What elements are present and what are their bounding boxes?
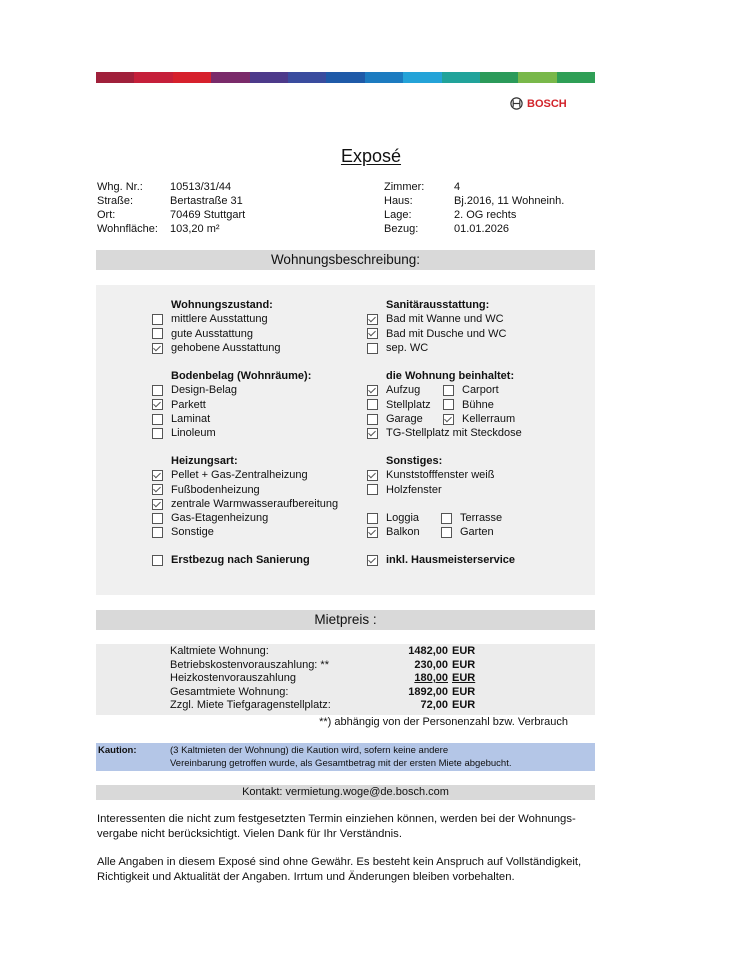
stripe-segment [480,72,518,83]
checkbox[interactable] [367,385,378,396]
stripe-segment [557,72,595,83]
stripe-segment [326,72,364,83]
stripe-segment [211,72,249,83]
checkbox[interactable] [152,414,163,425]
paragraph-interessenten [97,812,597,842]
contact-bar: Kontakt: vermietung.woge@de.bosch.com [96,785,595,800]
bosch-logo [510,97,567,110]
label-strasse: Straße: [97,195,134,207]
value-lage: 2. OG rechts [454,209,517,221]
checkbox-label: Bad mit Wanne und WC [386,313,504,326]
label-bezug: Bezug: [384,223,419,235]
rent-currency: EUR [452,699,476,711]
checkbox-label: Linoleum [171,427,216,440]
rent-row [170,659,500,673]
checkbox[interactable] [367,399,378,410]
group-beinhaltet [367,369,592,440]
checkbox-label: Carport [462,384,499,397]
checkbox[interactable] [367,414,378,425]
rent-label: Betriebskostenvorauszahlung: ** [170,658,329,671]
checkbox-label: Laminat [171,412,211,425]
checkbox[interactable] [152,555,163,566]
checkbox[interactable] [367,470,378,481]
stripe-segment [96,72,134,83]
rent-row [170,645,500,659]
stripe-segment [250,72,288,83]
value-ort: 70469 Stuttgart [170,209,246,221]
checkbox[interactable] [367,484,378,495]
checkbox-label: Kellerraum [462,412,516,425]
stripe-segment [365,72,403,83]
stripe-segment [288,72,326,83]
checkbox-label: Holzfenster [386,483,442,496]
group-hausmeister [367,553,587,567]
rent-label: Gesamtmiete Wohnung: [170,685,289,698]
checkbox-label: gute Ausstattung [171,327,253,340]
checkbox[interactable] [152,343,163,354]
checkbox[interactable] [152,428,163,439]
rent-row [170,686,500,700]
label-zimmer: Zimmer: [384,181,425,193]
group-title: Wohnungszustand: [171,299,273,311]
checkbox-label: TG-Stellplatz mit Steckdose [386,427,522,440]
label-whg-nr: Whg. Nr.: [97,181,143,193]
checkbox-label: gehobene Ausstattung [171,341,281,354]
group-title: Sanitärausstattung: [386,299,490,311]
bosch-armature-icon [510,97,523,110]
rent-row [170,672,500,686]
checkbox-label: Fußbodenheizung [171,483,260,496]
page-title: Exposé [340,146,402,166]
info-left [97,180,357,238]
label-haus: Haus: [384,195,413,207]
info-right [384,180,594,238]
group-sonstiges [367,454,592,540]
checkbox-label: Bühne [462,398,494,411]
checkbox-label: mittlere Ausstattung [171,313,268,326]
rent-label: Kaltmiete Wohnung: [170,645,269,657]
rent-value: 180,00 [414,672,448,684]
checkbox[interactable] [367,527,378,538]
checkbox[interactable] [441,513,452,524]
checkbox-label: Stellplatz [386,398,431,411]
checkbox[interactable] [152,527,163,538]
checkbox[interactable] [443,414,454,425]
checkbox[interactable] [152,314,163,325]
checkbox[interactable] [152,399,163,410]
checkbox-label: Garage [386,412,423,425]
label-wohnflaeche: Wohnfläche: [97,223,158,235]
rent-row [170,699,500,713]
checkbox-label: Gas-Etagenheizung [171,512,269,525]
checkbox-label: Loggia [386,512,420,525]
rent-label: Heizkostenvorauszahlung [170,672,296,684]
group-erstbezug [152,553,362,567]
checkbox[interactable] [152,484,163,495]
checkbox-label: Aufzug [386,384,421,397]
rent-label: Zzgl. Miete Tiefgaragenstellplatz: [170,699,331,711]
checkbox-label: sep. WC [386,341,429,354]
group-wohnungszustand [152,298,362,355]
label-lage: Lage: [384,209,412,221]
group-heizungsart [152,454,367,540]
kaution-label: Kaution: [98,745,137,756]
paragraph-line: vergabe nicht berücksichtigt. Vielen Dank für Ihr Verständnis. [97,828,402,840]
kaution-box [96,743,595,771]
checkbox[interactable] [152,385,163,396]
checkbox-label: Pellet + Gas-Zentralheizung [171,469,308,482]
rent-currency: EUR [452,685,476,698]
kaution-text-line1: (3 Kaltmieten der Wohnung) die Kaution wird, sofern keine andere [170,745,449,756]
group-sanitaer [367,298,587,355]
checkbox[interactable] [367,513,378,524]
checkbox-label: Sonstige [171,526,214,539]
checkbox[interactable] [443,385,454,396]
paragraph-line: Alle Angaben in diesem Exposé sind ohne Gewähr. Es besteht kein Anspruch auf Vollständigkeit, [97,856,582,868]
paragraph-line: Richtigkeit und Aktualität der Angaben. Irrtum und Änderungen bleiben vorbehalten. [97,871,515,883]
checkbox[interactable] [152,513,163,524]
checkbox-label: Balkon [386,526,420,539]
rent-value: 1892,00 [408,685,448,698]
group-bodenbelag [152,369,362,440]
section-description-header: Wohnungsbeschreibung: [96,250,595,270]
rent-footnote: **) abhängig von der Personenzahl bzw. Verbrauch [319,716,568,728]
checkbox-label: Parkett [171,398,206,411]
rent-currency: EUR [452,645,476,657]
group-title: Heizungsart: [171,455,238,467]
stripe-segment [134,72,172,83]
checkbox[interactable] [443,399,454,410]
checkbox[interactable] [367,314,378,325]
group-title: die Wohnung beinhaltet: [386,370,515,382]
checkbox-label: Erstbezug nach Sanierung [171,554,310,566]
stripe-segment [403,72,441,83]
checkbox[interactable] [152,499,163,510]
checkbox[interactable] [367,343,378,354]
paragraph-disclaimer [97,855,597,885]
checkbox-label: Garten [460,526,494,539]
checkbox-label: zentrale Warmwasseraufbereitung [171,497,339,510]
stripe-segment [518,72,556,83]
value-bezug: 01.01.2026 [454,223,510,235]
checkbox-label: Bad mit Dusche und WC [386,327,507,340]
checkbox[interactable] [152,470,163,481]
paragraph-line: Interessenten die nicht zum festgesetzten Termin einziehen können, werden bei der Wohnungs- [97,813,576,825]
rent-value: 1482,00 [408,645,448,657]
checkbox[interactable] [152,328,163,339]
section-rent-header: Mietpreis : [96,610,595,630]
rent-value: 72,00 [420,699,448,711]
kaution-text-line2: Vereinbarung getroffen wurde, als Gesamtbetrag mit der ersten Miete abgebucht. [170,758,512,769]
value-wohnflaeche: 103,20 m² [170,223,220,235]
checkbox[interactable] [441,527,452,538]
group-title: Sonstiges: [386,455,443,467]
checkbox[interactable] [367,428,378,439]
rent-table [170,645,500,713]
stripe-segment [173,72,211,83]
value-strasse: Bertastraße 31 [170,195,243,207]
checkbox[interactable] [367,328,378,339]
value-haus: Bj.2016, 11 Wohneinh. [454,195,565,207]
brand-color-stripe [96,72,595,83]
brand-name: BOSCH [527,97,567,110]
rent-value: 230,00 [414,658,448,671]
checkbox-label: Kunststofffenster weiß [386,469,495,482]
value-whg-nr: 10513/31/44 [170,181,232,193]
checkbox-label: Design-Belag [171,384,238,397]
stripe-segment [442,72,480,83]
checkbox-label: Terrasse [460,512,503,525]
checkbox-label: inkl. Hausmeisterservice [386,554,516,566]
group-title: Bodenbelag (Wohnräume): [171,370,312,382]
value-zimmer: 4 [454,181,461,193]
rent-currency: EUR [452,672,476,684]
checkbox[interactable] [367,555,378,566]
label-ort: Ort: [97,209,116,221]
rent-currency: EUR [452,658,476,671]
